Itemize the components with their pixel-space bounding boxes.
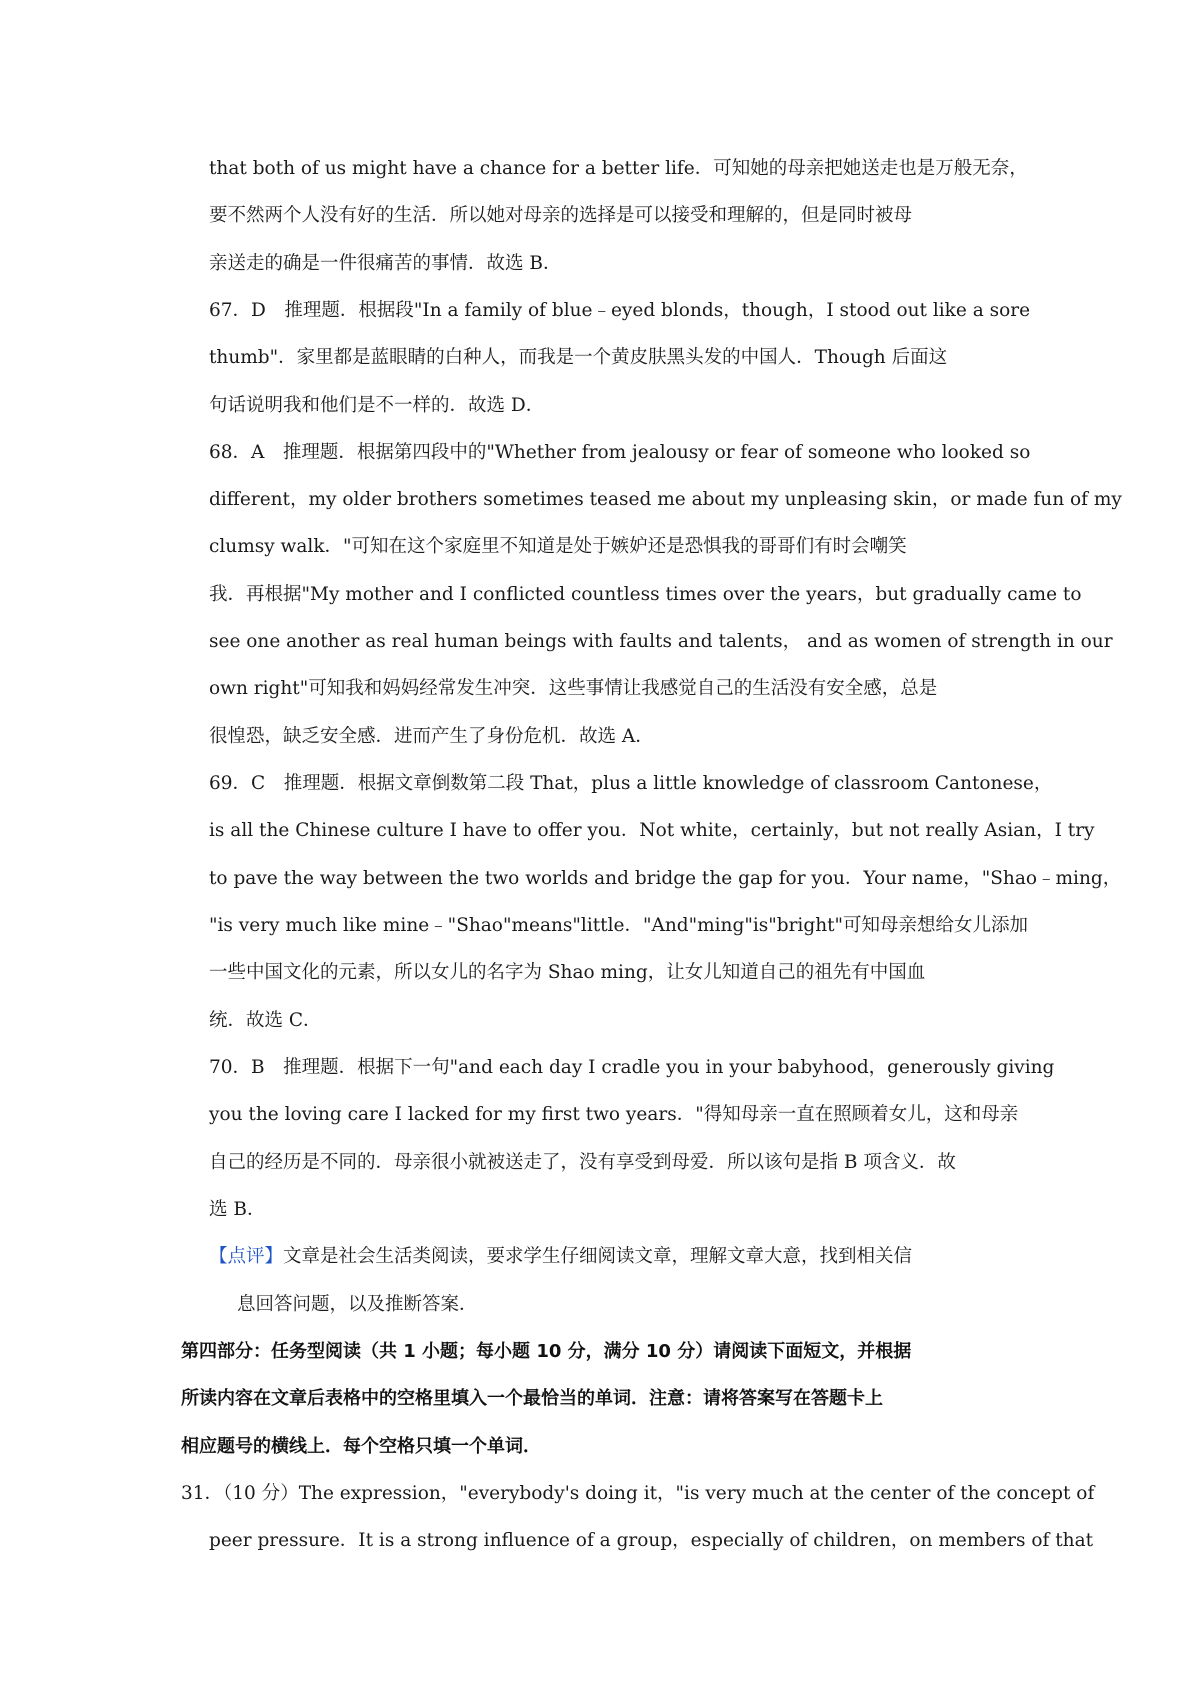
text-line: that both of us might have a chance for a better life．可知她的母亲把她送走也是万般无奈，	[209, 158, 1028, 179]
comment-text: 文章是社会生活类阅读，要求学生仔细阅读文章，理解文章大意，找到相关信	[283, 1246, 913, 1267]
text-line: "is very much like mine﹣"Shao"means"little．"And"ming"is"bright"可知母亲想给女儿添加	[209, 915, 1029, 936]
text-line: see one another as real human beings with faults and talents， and as women of strength in our	[209, 631, 1113, 652]
text-line: different，my older brothers sometimes teased me about my unpleasing skin，or made fun of my	[209, 489, 1122, 510]
text-line: 自己的经历是不同的．母亲很小就被送走了，没有享受到母爱．所以该句是指 B 项含义．故	[209, 1152, 956, 1173]
answer-68: 68．A 推理题．根据第四段中的"Whether from jealousy or fear of someone who looked so	[209, 442, 1031, 463]
text-line: you the loving care I lacked for my first two years．"得知母亲一直在照顾着女儿，这和母亲	[209, 1104, 1019, 1125]
section-heading: 所读内容在文章后表格中的空格里填入一个最恰当的单词．注意：请将答案写在答题卡上	[181, 1388, 883, 1409]
text-line: to pave the way between the two worlds and bridge the gap for you．Your name，"Shao﹣ming，	[209, 868, 1122, 889]
answer-69: 69．C 推理题．根据文章倒数第二段 That，plus a little knowledge of classroom Cantonese，	[209, 773, 1053, 794]
answer-67: 67．D 推理题．根据段"In a family of blue﹣eyed blonds，though，I stood out like a sore	[209, 300, 1031, 321]
text-line: own right"可知我和妈妈经常发生冲突．这些事情让我感觉自己的生活没有安全感，总是	[209, 678, 938, 699]
text-line: 统．故选 C．	[209, 1010, 322, 1031]
section-heading: 第四部分：任务型阅读（共 1 小题；每小题 10 分，满分 10 分）请阅读下面短文，并根据	[181, 1341, 912, 1362]
comment-line: 息回答问题，以及推断答案．	[237, 1294, 478, 1315]
section-heading: 相应题号的横线上．每个空格只填一个单词．	[181, 1436, 541, 1457]
answer-70: 70．B 推理题．根据下一句"and each day I cradle you in your babyhood，generously giving	[209, 1057, 1055, 1078]
text-line: peer pressure．It is a strong influence of a group，especially of children，on members of that	[209, 1530, 1094, 1551]
text-line: 很惶恐，缺乏安全感．进而产生了身份危机．故选 A．	[209, 726, 654, 747]
text-line: 亲送走的确是一件很痛苦的事情．故选 B．	[209, 253, 562, 274]
comment-tag: 【点评】	[209, 1246, 284, 1267]
question-31: 31．（10 分）The expression，"everybody's doing it，"is very much at the center of the concept of	[181, 1483, 1095, 1504]
text-line: 要不然两个人没有好的生活．所以她对母亲的选择是可以接受和理解的，但是同时被母	[209, 205, 913, 226]
text-line: 选 B．	[209, 1199, 266, 1220]
text-line: is all the Chinese culture I have to offer you．Not white，certainly，but not really Asian，I try	[209, 820, 1095, 841]
text-line: 我．再根据"My mother and I conflicted countless times over the years，but gradually came to	[209, 584, 1082, 605]
text-line: 句话说明我和他们是不一样的．故选 D．	[209, 395, 545, 416]
comment-line	[209, 1245, 912, 1269]
text-line: 一些中国文化的元素，所以女儿的名字为 Shao ming，让女儿知道自己的祖先有中国血	[209, 962, 926, 983]
text-line: thumb"．家里都是蓝眼睛的白种人，而我是一个黄皮肤黑头发的中国人．Though 后面这	[209, 347, 948, 368]
text-line: clumsy walk．"可知在这个家庭里不知道是处于嫉妒还是恐惧我的哥哥们有时会嘲笑	[209, 536, 907, 557]
